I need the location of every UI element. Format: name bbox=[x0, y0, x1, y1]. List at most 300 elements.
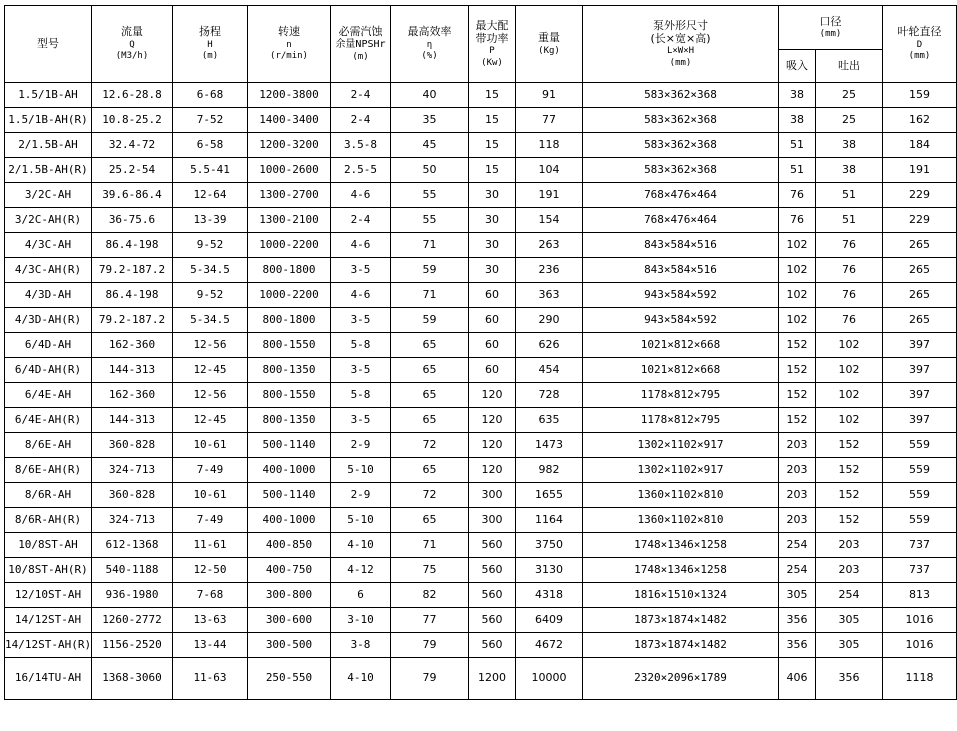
cell-model: 3/2C-AH bbox=[5, 183, 92, 208]
cell-dimensions: 1021×812×668 bbox=[583, 333, 779, 358]
cell-flow: 79.2-187.2 bbox=[92, 258, 173, 283]
table-row bbox=[5, 533, 957, 558]
cell-discharge: 102 bbox=[816, 333, 883, 358]
cell-speed: 800-1550 bbox=[248, 383, 331, 408]
cell-power: 300 bbox=[469, 508, 516, 533]
cell-flow: 1156-2520 bbox=[92, 633, 173, 658]
cell-discharge: 38 bbox=[816, 133, 883, 158]
cell-efficiency: 79 bbox=[391, 633, 469, 658]
cell-speed: 1000-2600 bbox=[248, 158, 331, 183]
cell-dimensions: 843×584×516 bbox=[583, 233, 779, 258]
cell-power: 30 bbox=[469, 233, 516, 258]
cell-head: 12-45 bbox=[173, 358, 248, 383]
cell-impeller: 159 bbox=[883, 83, 957, 108]
cell-npsh: 2.5-5 bbox=[331, 158, 391, 183]
table-row bbox=[5, 133, 957, 158]
cell-speed: 800-1350 bbox=[248, 358, 331, 383]
table-row bbox=[5, 308, 957, 333]
table-row bbox=[5, 183, 957, 208]
header-weight: 重量 (Kg) bbox=[516, 6, 583, 83]
header-diameter: 口径 (mm) bbox=[779, 6, 883, 50]
header-power: 最大配 带功率 P (Kw) bbox=[469, 6, 516, 83]
cell-power: 120 bbox=[469, 433, 516, 458]
cell-impeller: 229 bbox=[883, 208, 957, 233]
cell-npsh: 5-10 bbox=[331, 458, 391, 483]
cell-speed: 800-1550 bbox=[248, 333, 331, 358]
cell-weight: 3130 bbox=[516, 558, 583, 583]
cell-efficiency: 71 bbox=[391, 283, 469, 308]
cell-power: 120 bbox=[469, 383, 516, 408]
cell-suction: 51 bbox=[779, 158, 816, 183]
cell-dimensions: 2320×2096×1789 bbox=[583, 658, 779, 700]
header-row bbox=[5, 6, 957, 50]
cell-model: 1.5/1B-AH(R) bbox=[5, 108, 92, 133]
cell-impeller: 397 bbox=[883, 408, 957, 433]
cell-model: 14/12ST-AH(R) bbox=[5, 633, 92, 658]
header-impeller: 叶轮直径 D (mm) bbox=[883, 6, 957, 83]
cell-dimensions: 1748×1346×1258 bbox=[583, 558, 779, 583]
table-row bbox=[5, 258, 957, 283]
cell-impeller: 813 bbox=[883, 583, 957, 608]
cell-efficiency: 65 bbox=[391, 358, 469, 383]
cell-model: 4/3C-AH(R) bbox=[5, 258, 92, 283]
cell-power: 15 bbox=[469, 158, 516, 183]
cell-impeller: 559 bbox=[883, 458, 957, 483]
cell-npsh: 3-5 bbox=[331, 358, 391, 383]
cell-efficiency: 45 bbox=[391, 133, 469, 158]
cell-head: 12-50 bbox=[173, 558, 248, 583]
cell-discharge: 203 bbox=[816, 533, 883, 558]
cell-efficiency: 72 bbox=[391, 433, 469, 458]
cell-impeller: 184 bbox=[883, 133, 957, 158]
cell-discharge: 152 bbox=[816, 508, 883, 533]
cell-model: 2/1.5B-AH bbox=[5, 133, 92, 158]
cell-speed: 400-850 bbox=[248, 533, 331, 558]
cell-dimensions: 583×362×368 bbox=[583, 158, 779, 183]
cell-discharge: 51 bbox=[816, 183, 883, 208]
cell-suction: 102 bbox=[779, 283, 816, 308]
cell-flow: 39.6-86.4 bbox=[92, 183, 173, 208]
cell-power: 60 bbox=[469, 333, 516, 358]
cell-npsh: 4-10 bbox=[331, 533, 391, 558]
cell-discharge: 76 bbox=[816, 258, 883, 283]
cell-model: 16/14TU-AH bbox=[5, 658, 92, 700]
cell-power: 30 bbox=[469, 258, 516, 283]
cell-npsh: 4-12 bbox=[331, 558, 391, 583]
header-model: 型号 bbox=[5, 6, 92, 83]
cell-npsh: 3-5 bbox=[331, 408, 391, 433]
cell-suction: 356 bbox=[779, 633, 816, 658]
cell-impeller: 229 bbox=[883, 183, 957, 208]
cell-flow: 144-313 bbox=[92, 408, 173, 433]
cell-power: 560 bbox=[469, 533, 516, 558]
cell-dimensions: 1873×1874×1482 bbox=[583, 633, 779, 658]
cell-impeller: 559 bbox=[883, 508, 957, 533]
cell-model: 10/8ST-AH(R) bbox=[5, 558, 92, 583]
cell-head: 12-64 bbox=[173, 183, 248, 208]
cell-speed: 1000-2200 bbox=[248, 283, 331, 308]
table-row bbox=[5, 383, 957, 408]
cell-efficiency: 59 bbox=[391, 308, 469, 333]
cell-discharge: 152 bbox=[816, 483, 883, 508]
cell-dimensions: 1873×1874×1482 bbox=[583, 608, 779, 633]
cell-weight: 728 bbox=[516, 383, 583, 408]
cell-power: 30 bbox=[469, 183, 516, 208]
cell-model: 14/12ST-AH bbox=[5, 608, 92, 633]
cell-impeller: 1118 bbox=[883, 658, 957, 700]
cell-suction: 254 bbox=[779, 533, 816, 558]
cell-power: 1200 bbox=[469, 658, 516, 700]
cell-speed: 400-1000 bbox=[248, 458, 331, 483]
cell-flow: 324-713 bbox=[92, 508, 173, 533]
cell-discharge: 102 bbox=[816, 358, 883, 383]
cell-weight: 77 bbox=[516, 108, 583, 133]
cell-npsh: 5-8 bbox=[331, 383, 391, 408]
cell-efficiency: 65 bbox=[391, 333, 469, 358]
cell-npsh: 4-6 bbox=[331, 283, 391, 308]
cell-flow: 32.4-72 bbox=[92, 133, 173, 158]
cell-weight: 236 bbox=[516, 258, 583, 283]
cell-head: 9-52 bbox=[173, 233, 248, 258]
cell-npsh: 3-5 bbox=[331, 258, 391, 283]
cell-npsh: 3-8 bbox=[331, 633, 391, 658]
cell-model: 8/6E-AH bbox=[5, 433, 92, 458]
cell-efficiency: 35 bbox=[391, 108, 469, 133]
cell-weight: 3750 bbox=[516, 533, 583, 558]
cell-speed: 800-1350 bbox=[248, 408, 331, 433]
cell-head: 6-68 bbox=[173, 83, 248, 108]
cell-flow: 79.2-187.2 bbox=[92, 308, 173, 333]
cell-dimensions: 583×362×368 bbox=[583, 83, 779, 108]
cell-flow: 936-1980 bbox=[92, 583, 173, 608]
cell-dimensions: 1360×1102×810 bbox=[583, 508, 779, 533]
table-row bbox=[5, 433, 957, 458]
cell-model: 4/3D-AH bbox=[5, 283, 92, 308]
table-row bbox=[5, 158, 957, 183]
cell-dimensions: 1816×1510×1324 bbox=[583, 583, 779, 608]
cell-suction: 152 bbox=[779, 333, 816, 358]
cell-speed: 300-600 bbox=[248, 608, 331, 633]
cell-suction: 152 bbox=[779, 383, 816, 408]
cell-power: 15 bbox=[469, 108, 516, 133]
cell-suction: 51 bbox=[779, 133, 816, 158]
cell-power: 560 bbox=[469, 608, 516, 633]
cell-npsh: 3-10 bbox=[331, 608, 391, 633]
table-row bbox=[5, 83, 957, 108]
cell-flow: 144-313 bbox=[92, 358, 173, 383]
cell-dimensions: 843×584×516 bbox=[583, 258, 779, 283]
cell-power: 560 bbox=[469, 558, 516, 583]
cell-impeller: 559 bbox=[883, 433, 957, 458]
cell-head: 13-39 bbox=[173, 208, 248, 233]
cell-model: 6/4E-AH(R) bbox=[5, 408, 92, 433]
cell-power: 60 bbox=[469, 358, 516, 383]
cell-dimensions: 1748×1346×1258 bbox=[583, 533, 779, 558]
cell-flow: 612-1368 bbox=[92, 533, 173, 558]
cell-weight: 363 bbox=[516, 283, 583, 308]
cell-model: 4/3D-AH(R) bbox=[5, 308, 92, 333]
cell-efficiency: 55 bbox=[391, 208, 469, 233]
cell-npsh: 2-9 bbox=[331, 433, 391, 458]
cell-discharge: 102 bbox=[816, 383, 883, 408]
table-body bbox=[5, 83, 957, 700]
cell-efficiency: 79 bbox=[391, 658, 469, 700]
cell-impeller: 397 bbox=[883, 358, 957, 383]
cell-head: 13-63 bbox=[173, 608, 248, 633]
cell-suction: 152 bbox=[779, 358, 816, 383]
cell-head: 5.5-41 bbox=[173, 158, 248, 183]
cell-head: 10-61 bbox=[173, 433, 248, 458]
cell-efficiency: 65 bbox=[391, 383, 469, 408]
cell-power: 120 bbox=[469, 458, 516, 483]
cell-flow: 86.4-198 bbox=[92, 233, 173, 258]
cell-impeller: 191 bbox=[883, 158, 957, 183]
cell-power: 60 bbox=[469, 308, 516, 333]
cell-speed: 1200-3800 bbox=[248, 83, 331, 108]
table-row bbox=[5, 583, 957, 608]
cell-head: 7-49 bbox=[173, 508, 248, 533]
cell-impeller: 1016 bbox=[883, 633, 957, 658]
table-row bbox=[5, 483, 957, 508]
cell-dimensions: 768×476×464 bbox=[583, 208, 779, 233]
cell-head: 5-34.5 bbox=[173, 258, 248, 283]
cell-head: 11-61 bbox=[173, 533, 248, 558]
cell-dimensions: 583×362×368 bbox=[583, 133, 779, 158]
cell-weight: 290 bbox=[516, 308, 583, 333]
cell-head: 10-61 bbox=[173, 483, 248, 508]
cell-discharge: 38 bbox=[816, 158, 883, 183]
cell-discharge: 152 bbox=[816, 433, 883, 458]
cell-model: 6/4E-AH bbox=[5, 383, 92, 408]
cell-model: 4/3C-AH bbox=[5, 233, 92, 258]
cell-dimensions: 1021×812×668 bbox=[583, 358, 779, 383]
table-row bbox=[5, 608, 957, 633]
cell-impeller: 559 bbox=[883, 483, 957, 508]
cell-suction: 203 bbox=[779, 433, 816, 458]
cell-discharge: 76 bbox=[816, 283, 883, 308]
cell-suction: 305 bbox=[779, 583, 816, 608]
cell-speed: 1300-2700 bbox=[248, 183, 331, 208]
cell-impeller: 397 bbox=[883, 333, 957, 358]
cell-flow: 86.4-198 bbox=[92, 283, 173, 308]
cell-suction: 38 bbox=[779, 83, 816, 108]
cell-efficiency: 65 bbox=[391, 408, 469, 433]
cell-model: 8/6R-AH bbox=[5, 483, 92, 508]
table-row bbox=[5, 358, 957, 383]
cell-model: 8/6R-AH(R) bbox=[5, 508, 92, 533]
cell-model: 6/4D-AH(R) bbox=[5, 358, 92, 383]
cell-speed: 1300-2100 bbox=[248, 208, 331, 233]
cell-efficiency: 65 bbox=[391, 508, 469, 533]
header-suction: 吸入 bbox=[779, 50, 816, 83]
cell-suction: 102 bbox=[779, 258, 816, 283]
header-dimensions: 泵外形尺寸 (长×宽×高) L×W×H (mm) bbox=[583, 6, 779, 83]
cell-weight: 1164 bbox=[516, 508, 583, 533]
cell-suction: 203 bbox=[779, 458, 816, 483]
cell-npsh: 2-4 bbox=[331, 108, 391, 133]
cell-discharge: 152 bbox=[816, 458, 883, 483]
cell-dimensions: 1178×812×795 bbox=[583, 408, 779, 433]
cell-impeller: 265 bbox=[883, 258, 957, 283]
cell-discharge: 305 bbox=[816, 608, 883, 633]
cell-power: 120 bbox=[469, 408, 516, 433]
cell-suction: 203 bbox=[779, 483, 816, 508]
cell-dimensions: 943×584×592 bbox=[583, 308, 779, 333]
cell-weight: 191 bbox=[516, 183, 583, 208]
cell-head: 7-49 bbox=[173, 458, 248, 483]
cell-impeller: 265 bbox=[883, 233, 957, 258]
cell-flow: 1368-3060 bbox=[92, 658, 173, 700]
cell-suction: 406 bbox=[779, 658, 816, 700]
cell-head: 13-44 bbox=[173, 633, 248, 658]
cell-speed: 800-1800 bbox=[248, 308, 331, 333]
cell-suction: 76 bbox=[779, 183, 816, 208]
cell-model: 12/10ST-AH bbox=[5, 583, 92, 608]
cell-npsh: 4-6 bbox=[331, 233, 391, 258]
table-row bbox=[5, 558, 957, 583]
cell-speed: 250-550 bbox=[248, 658, 331, 700]
cell-npsh: 4-10 bbox=[331, 658, 391, 700]
cell-efficiency: 71 bbox=[391, 233, 469, 258]
cell-discharge: 102 bbox=[816, 408, 883, 433]
cell-weight: 1473 bbox=[516, 433, 583, 458]
cell-dimensions: 1178×812×795 bbox=[583, 383, 779, 408]
cell-flow: 324-713 bbox=[92, 458, 173, 483]
cell-impeller: 737 bbox=[883, 533, 957, 558]
cell-power: 560 bbox=[469, 583, 516, 608]
cell-power: 15 bbox=[469, 83, 516, 108]
cell-dimensions: 583×362×368 bbox=[583, 108, 779, 133]
cell-npsh: 2-4 bbox=[331, 83, 391, 108]
table-row bbox=[5, 633, 957, 658]
cell-discharge: 356 bbox=[816, 658, 883, 700]
cell-head: 7-52 bbox=[173, 108, 248, 133]
header-head: 扬程 H (m) bbox=[173, 6, 248, 83]
cell-impeller: 737 bbox=[883, 558, 957, 583]
cell-weight: 91 bbox=[516, 83, 583, 108]
cell-npsh: 4-6 bbox=[331, 183, 391, 208]
cell-flow: 1260-2772 bbox=[92, 608, 173, 633]
cell-power: 30 bbox=[469, 208, 516, 233]
cell-npsh: 3.5-8 bbox=[331, 133, 391, 158]
cell-efficiency: 65 bbox=[391, 458, 469, 483]
cell-suction: 102 bbox=[779, 308, 816, 333]
pump-spec-table bbox=[4, 5, 957, 700]
cell-npsh: 3-5 bbox=[331, 308, 391, 333]
cell-speed: 400-1000 bbox=[248, 508, 331, 533]
cell-flow: 360-828 bbox=[92, 483, 173, 508]
cell-impeller: 162 bbox=[883, 108, 957, 133]
cell-suction: 76 bbox=[779, 208, 816, 233]
cell-model: 6/4D-AH bbox=[5, 333, 92, 358]
cell-npsh: 2-9 bbox=[331, 483, 391, 508]
cell-efficiency: 82 bbox=[391, 583, 469, 608]
cell-impeller: 265 bbox=[883, 308, 957, 333]
cell-weight: 154 bbox=[516, 208, 583, 233]
cell-flow: 25.2-54 bbox=[92, 158, 173, 183]
cell-model: 10/8ST-AH bbox=[5, 533, 92, 558]
cell-dimensions: 943×584×592 bbox=[583, 283, 779, 308]
cell-efficiency: 55 bbox=[391, 183, 469, 208]
cell-head: 12-56 bbox=[173, 333, 248, 358]
cell-power: 300 bbox=[469, 483, 516, 508]
cell-efficiency: 72 bbox=[391, 483, 469, 508]
cell-weight: 626 bbox=[516, 333, 583, 358]
table-row bbox=[5, 658, 957, 700]
header-discharge: 吐出 bbox=[816, 50, 883, 83]
cell-speed: 500-1140 bbox=[248, 433, 331, 458]
cell-discharge: 203 bbox=[816, 558, 883, 583]
header-speed: 转速 n (r/min) bbox=[248, 6, 331, 83]
cell-efficiency: 59 bbox=[391, 258, 469, 283]
cell-weight: 454 bbox=[516, 358, 583, 383]
table-row bbox=[5, 283, 957, 308]
cell-head: 12-45 bbox=[173, 408, 248, 433]
cell-weight: 635 bbox=[516, 408, 583, 433]
table-row bbox=[5, 508, 957, 533]
table-row bbox=[5, 208, 957, 233]
cell-flow: 360-828 bbox=[92, 433, 173, 458]
cell-weight: 118 bbox=[516, 133, 583, 158]
cell-dimensions: 1360×1102×810 bbox=[583, 483, 779, 508]
cell-discharge: 76 bbox=[816, 233, 883, 258]
cell-suction: 254 bbox=[779, 558, 816, 583]
cell-model: 1.5/1B-AH bbox=[5, 83, 92, 108]
cell-suction: 356 bbox=[779, 608, 816, 633]
cell-suction: 102 bbox=[779, 233, 816, 258]
cell-head: 11-63 bbox=[173, 658, 248, 700]
cell-flow: 10.8-25.2 bbox=[92, 108, 173, 133]
cell-suction: 203 bbox=[779, 508, 816, 533]
cell-dimensions: 1302×1102×917 bbox=[583, 433, 779, 458]
cell-discharge: 25 bbox=[816, 83, 883, 108]
table-row bbox=[5, 458, 957, 483]
cell-npsh: 5-10 bbox=[331, 508, 391, 533]
header-efficiency: 最高效率 η (%) bbox=[391, 6, 469, 83]
header-flow: 流量 Q (M3/h) bbox=[92, 6, 173, 83]
cell-speed: 300-500 bbox=[248, 633, 331, 658]
table-row bbox=[5, 333, 957, 358]
cell-weight: 10000 bbox=[516, 658, 583, 700]
cell-speed: 1000-2200 bbox=[248, 233, 331, 258]
cell-power: 560 bbox=[469, 633, 516, 658]
cell-model: 8/6E-AH(R) bbox=[5, 458, 92, 483]
cell-dimensions: 768×476×464 bbox=[583, 183, 779, 208]
cell-efficiency: 77 bbox=[391, 608, 469, 633]
cell-efficiency: 50 bbox=[391, 158, 469, 183]
cell-model: 2/1.5B-AH(R) bbox=[5, 158, 92, 183]
cell-flow: 162-360 bbox=[92, 333, 173, 358]
cell-impeller: 397 bbox=[883, 383, 957, 408]
cell-head: 9-52 bbox=[173, 283, 248, 308]
cell-speed: 1400-3400 bbox=[248, 108, 331, 133]
cell-discharge: 51 bbox=[816, 208, 883, 233]
cell-power: 15 bbox=[469, 133, 516, 158]
cell-efficiency: 75 bbox=[391, 558, 469, 583]
cell-speed: 800-1800 bbox=[248, 258, 331, 283]
table-row bbox=[5, 233, 957, 258]
table-row bbox=[5, 108, 957, 133]
cell-weight: 6409 bbox=[516, 608, 583, 633]
cell-speed: 300-800 bbox=[248, 583, 331, 608]
cell-power: 60 bbox=[469, 283, 516, 308]
cell-suction: 38 bbox=[779, 108, 816, 133]
cell-flow: 540-1188 bbox=[92, 558, 173, 583]
cell-speed: 1200-3200 bbox=[248, 133, 331, 158]
cell-weight: 263 bbox=[516, 233, 583, 258]
table-row bbox=[5, 408, 957, 433]
cell-efficiency: 71 bbox=[391, 533, 469, 558]
